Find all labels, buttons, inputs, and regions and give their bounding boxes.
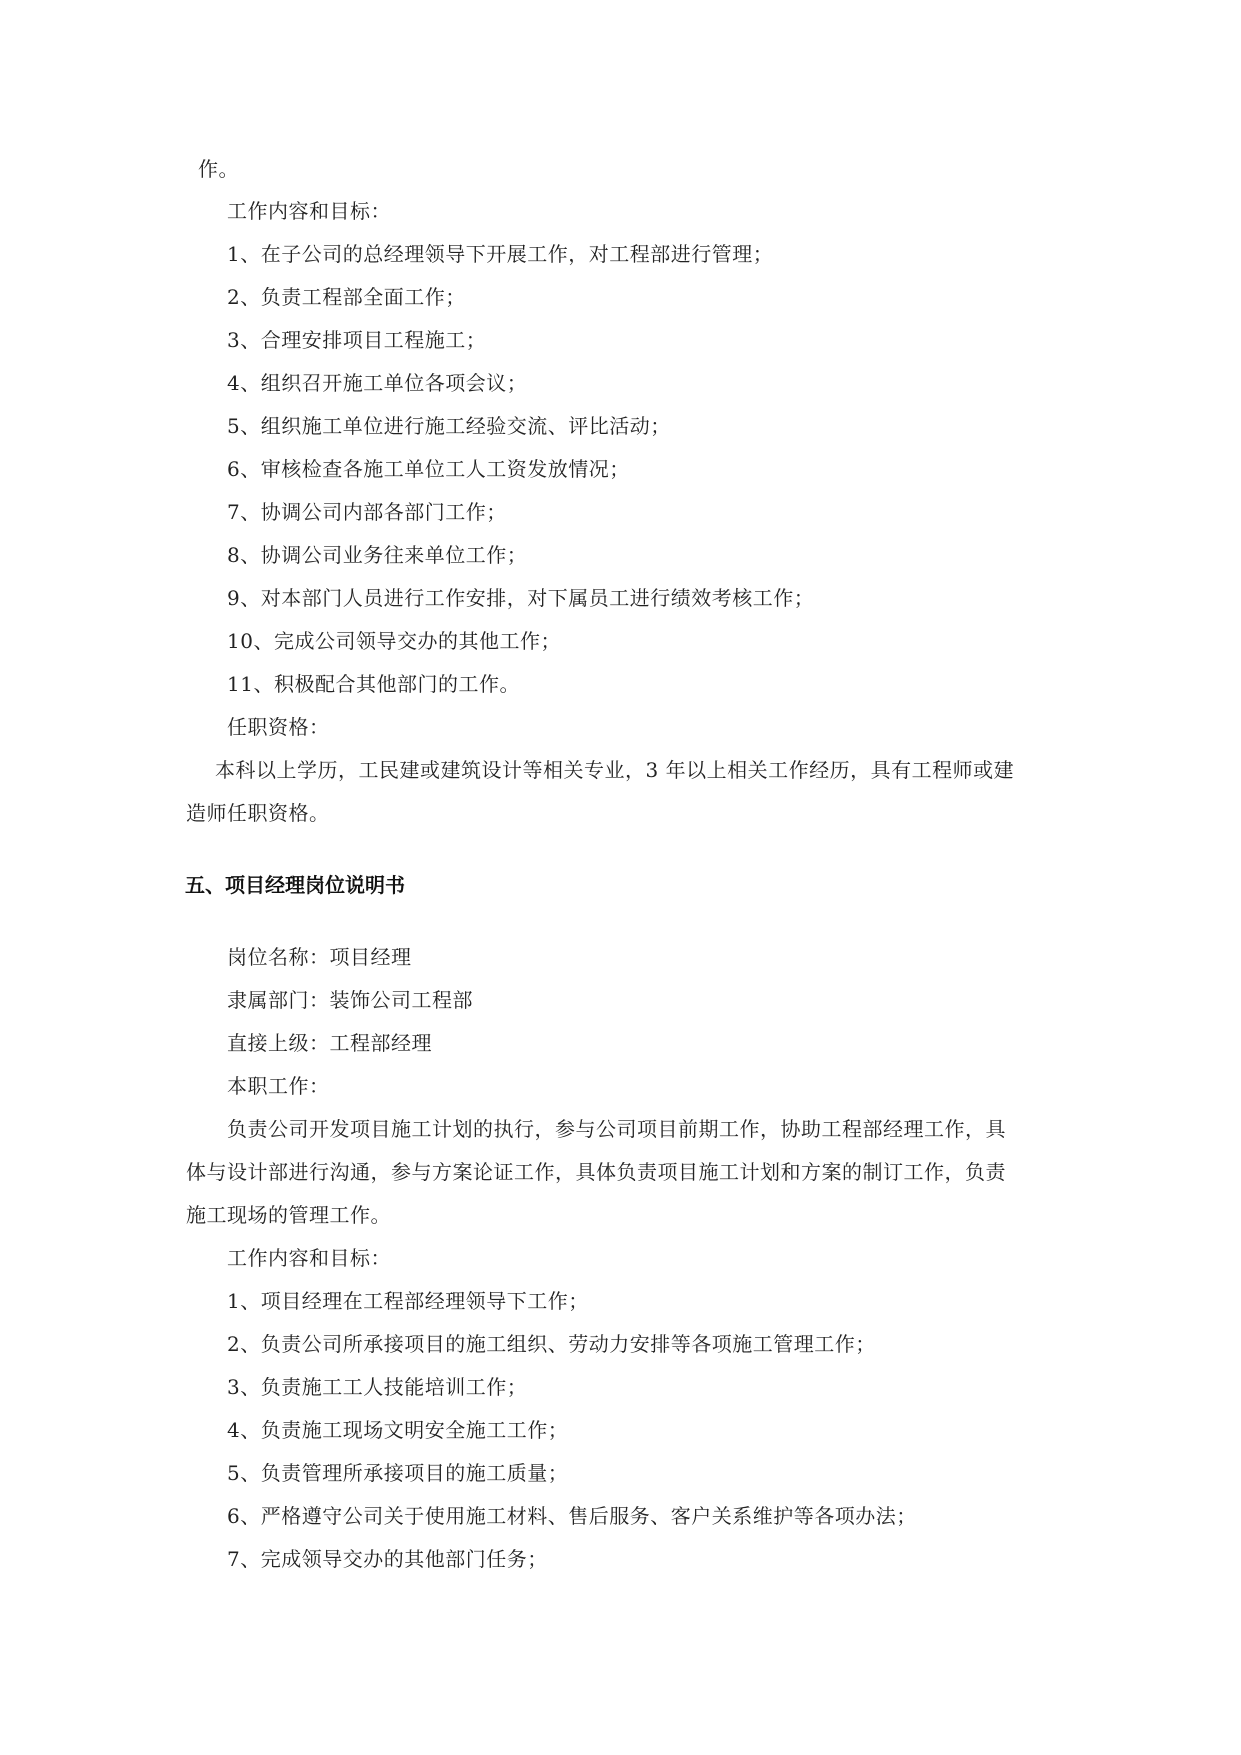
duty-item: 7、完成领导交办的其他部门任务；	[227, 1547, 548, 1571]
duties-label: 工作内容和目标：	[227, 1246, 391, 1270]
department: 隶属部门：装饰公司工程部	[227, 988, 473, 1012]
duty-item: 7、协调公司内部各部门工作；	[227, 500, 507, 524]
duty-item: 5、负责管理所承接项目的施工质量；	[227, 1461, 569, 1485]
job-description: 体与设计部进行沟通，参与方案论证工作，具体负责项目施工计划和方案的制订工作，负责	[186, 1160, 1006, 1184]
continuation-text: 作。	[198, 157, 239, 181]
duty-item: 5、组织施工单位进行施工经验交流、评比活动；	[227, 414, 671, 438]
duty-item: 11、积极配合其他部门的工作。	[227, 672, 520, 696]
duty-item: 4、组织召开施工单位各项会议；	[227, 371, 528, 395]
job-description: 施工现场的管理工作。	[186, 1203, 391, 1227]
duty-item: 9、对本部门人员进行工作安排，对下属员工进行绩效考核工作；	[227, 586, 815, 610]
duty-item: 4、负责施工现场文明安全施工工作；	[227, 1418, 569, 1442]
qualification-text: 造师任职资格。	[186, 801, 330, 825]
duty-item: 8、协调公司业务往来单位工作；	[227, 543, 528, 567]
duty-item: 2、负责工程部全面工作；	[227, 285, 466, 309]
qualification-text: 本科以上学历，工民建或建筑设计等相关专业，3 年以上相关工作经历，具有工程师或建	[215, 758, 1015, 782]
duty-item: 3、合理安排项目工程施工；	[227, 328, 487, 352]
job-description: 负责公司开发项目施工计划的执行，参与公司项目前期工作，协助工程部经理工作，具	[227, 1117, 1006, 1141]
duty-item: 6、审核检查各施工单位工人工资发放情况；	[227, 457, 630, 481]
qualification-label: 任职资格：	[227, 715, 330, 739]
job-label: 本职工作：	[227, 1074, 330, 1098]
position-name: 岗位名称：项目经理	[227, 945, 412, 969]
duty-item: 1、在子公司的总经理领导下开展工作，对工程部进行管理；	[227, 242, 774, 266]
duty-item: 6、严格遵守公司关于使用施工材料、售后服务、客户关系维护等各项办法；	[227, 1504, 917, 1528]
duty-item: 3、负责施工工人技能培训工作；	[227, 1375, 528, 1399]
duty-item: 2、负责公司所承接项目的施工组织、劳动力安排等各项施工管理工作；	[227, 1332, 876, 1356]
duty-item: 10、完成公司领导交办的其他工作；	[227, 629, 561, 653]
duty-item: 1、项目经理在工程部经理领导下工作；	[227, 1289, 589, 1313]
section-heading: 五、项目经理岗位说明书	[185, 873, 405, 897]
supervisor: 直接上级：工程部经理	[227, 1031, 432, 1055]
duties-label: 工作内容和目标：	[227, 199, 391, 223]
